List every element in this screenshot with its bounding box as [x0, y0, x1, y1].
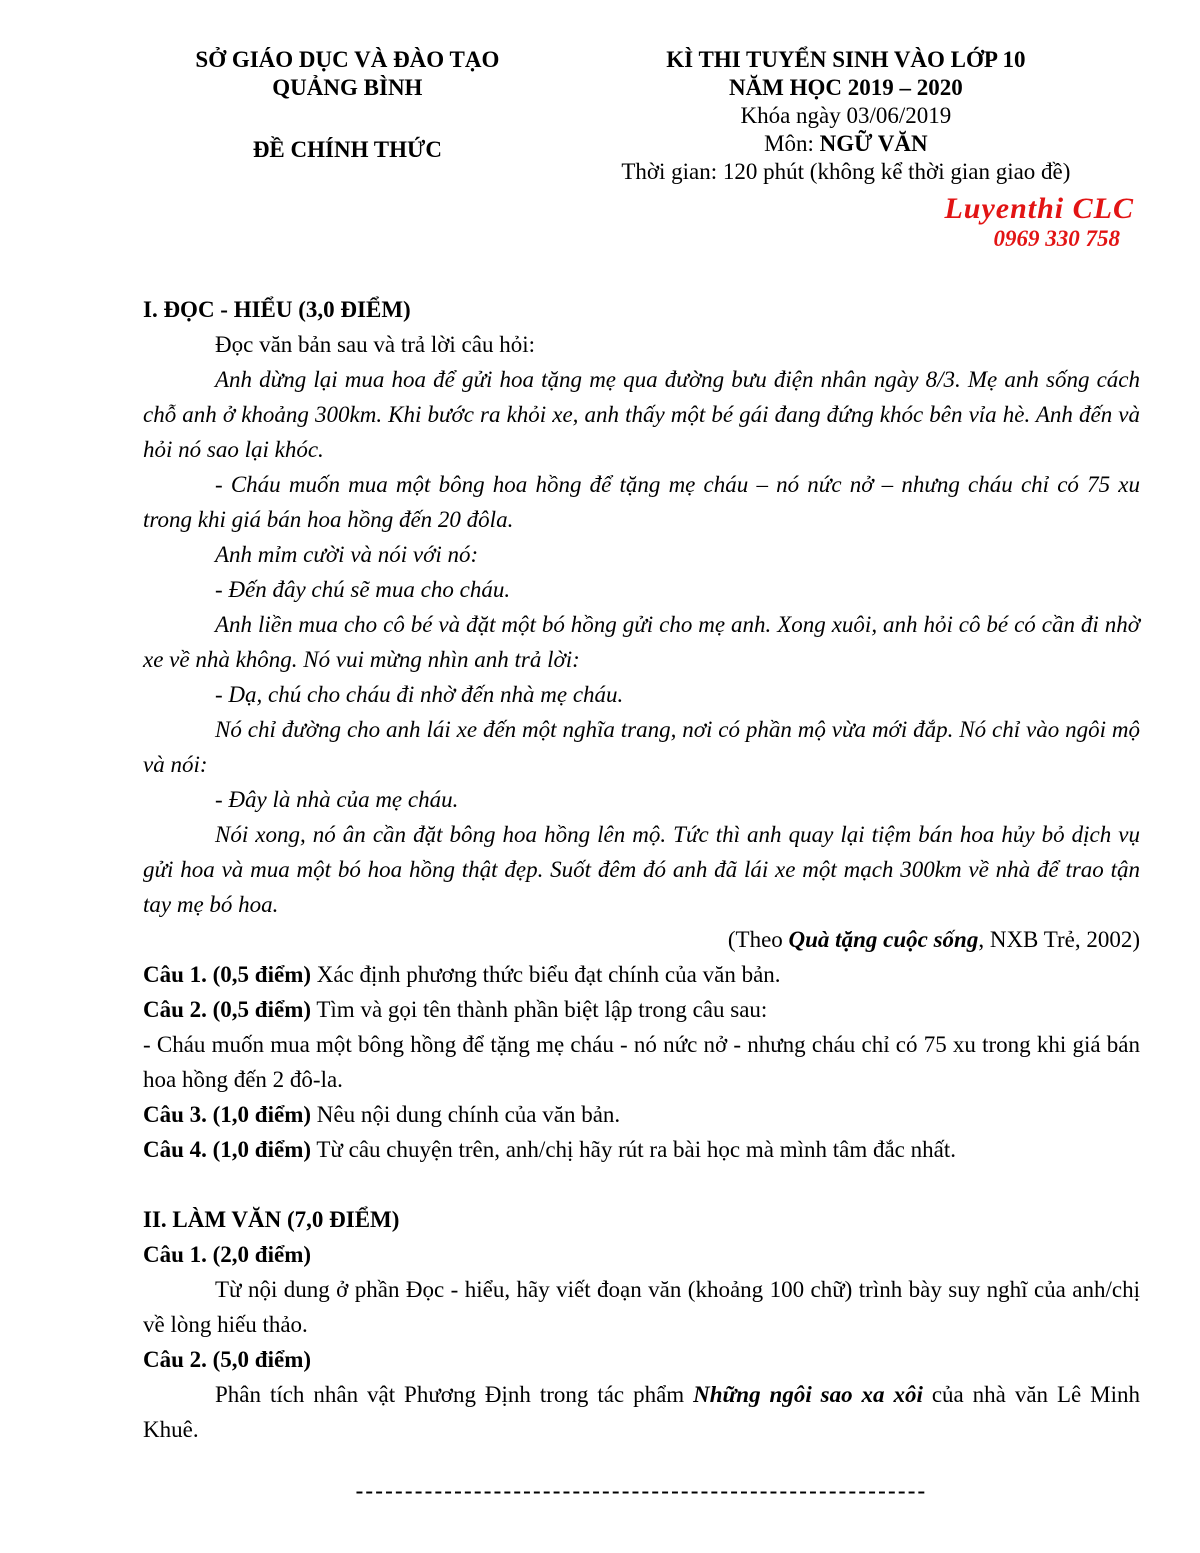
- writing-question-2-work-title: Những ngôi sao xa xôi: [693, 1382, 923, 1407]
- writing-question-2-prefix: Phân tích nhân vật Phương Định trong tác phẩm: [215, 1382, 694, 1407]
- question-3-label: Câu 3. (1,0 điểm): [143, 1102, 312, 1127]
- watermark: [552, 194, 1140, 250]
- question-2: [143, 992, 1140, 1027]
- question-1: [143, 957, 1140, 992]
- question-2-label: Câu 2. (0,5 điểm): [143, 997, 312, 1022]
- exam-body: [143, 292, 1140, 1508]
- writing-question-1-label: Câu 1. (2,0 điểm): [143, 1242, 312, 1267]
- writing-question-2-label: Câu 2. (5,0 điểm): [143, 1347, 312, 1372]
- exam-info-block: [552, 46, 1140, 250]
- question-3: [143, 1097, 1140, 1132]
- document-header: [143, 46, 1140, 250]
- question-2-quote: - Cháu muốn mua một bông hồng để tặng mẹ cháu - nó nức nở - nhưng cháu chỉ có 75 xu trong khi giá bán hoa hồng đến 2 đô-la.: [143, 1032, 1140, 1092]
- section-writing: [143, 1202, 1140, 1447]
- writing-question-1-text: Từ nội dung ở phần Đọc - hiểu, hãy viết đoạn văn (khoảng 100 chữ) trình bày suy nghĩ của anh/chị về lòng hiếu thảo.: [143, 1277, 1140, 1337]
- question-2-text: Tìm và gọi tên thành phần biệt lập trong câu sau:: [311, 997, 768, 1022]
- watermark-brand: Luyenthi CLC: [944, 192, 1134, 225]
- subject-line: [552, 130, 1140, 158]
- writing-question-2-suffix: của nhà văn Lê Minh Khuê.: [143, 1382, 1140, 1442]
- passage-paragraph: Nó chỉ đường cho anh lái xe đến một nghĩa trang, nơi có phần mộ vừa mới đắp. Nó chỉ vào ngôi mộ và nói:: [143, 717, 1140, 777]
- writing-question-2-text: [143, 1377, 1140, 1447]
- subject-name: NGỮ VĂN: [819, 131, 928, 156]
- watermark-phone: 0969 330 758: [993, 226, 1120, 251]
- section-1-heading: I. ĐỌC - HIỂU (3,0 ĐIỂM): [143, 297, 411, 322]
- department-name: SỞ GIÁO DỤC VÀ ĐÀO TẠO: [195, 47, 500, 72]
- passage-paragraph: - Đến đây chú sẽ mua cho cháu.: [215, 577, 511, 602]
- question-4: [143, 1132, 1140, 1167]
- exam-title: KÌ THI TUYỂN SINH VÀO LỚP 10: [666, 47, 1026, 72]
- question-4-text: Từ câu chuyện trên, anh/chị hãy rút ra bài học mà mình tâm đắc nhất.: [311, 1137, 956, 1162]
- source-title: Quà tặng cuộc sống: [788, 927, 979, 952]
- question-1-text: Xác định phương thức biểu đạt chính của văn bản.: [311, 962, 781, 987]
- province-name: QUẢNG BÌNH: [272, 75, 423, 100]
- official-exam-label: ĐỀ CHÍNH THỨC: [252, 137, 442, 162]
- passage-paragraph: - Cháu muốn mua một bông hoa hồng để tặng mẹ cháu – nó nức nở – nhưng cháu chỉ có 75 xu trong khi giá bán hoa hồng đến 20 đôla.: [143, 472, 1140, 532]
- passage-paragraph: - Đây là nhà của mẹ cháu.: [215, 787, 459, 812]
- exam-date: Khóa ngày 03/06/2019: [740, 103, 952, 128]
- issuing-authority-block: [143, 46, 552, 164]
- passage-paragraph: Anh mỉm cười và nói với nó:: [215, 542, 479, 567]
- section-2-heading: II. LÀM VĂN (7,0 ĐIỂM): [143, 1207, 400, 1232]
- passage-paragraph: Nói xong, nó ân cần đặt bông hoa hồng lên mộ. Tức thì anh quay lại tiệm bán hoa hủy bỏ dịch vụ gửi hoa và mua một bó hoa hồng thật đẹp. Suốt đêm đó anh đã lái xe một mạch 300km về nhà để trao tận tay mẹ bó hoa.: [143, 822, 1140, 917]
- passage-paragraph: - Dạ, chú cho cháu đi nhờ đến nhà mẹ cháu.: [215, 682, 624, 707]
- duration-line: Thời gian: 120 phút (không kể thời gian giao đề): [621, 159, 1071, 184]
- section-reading-comprehension: [143, 292, 1140, 1167]
- reading-intro: Đọc văn bản sau và trả lời câu hỏi:: [215, 332, 536, 357]
- subject-prefix: Môn:: [764, 131, 820, 156]
- source-suffix: , NXB Trẻ, 2002): [978, 927, 1140, 952]
- end-of-paper-divider: ----------------------------------------------------------: [355, 1478, 928, 1503]
- question-1-label: Câu 1. (0,5 điểm): [143, 962, 312, 987]
- passage-source: [143, 922, 1140, 957]
- passage-paragraph: Anh dừng lại mua hoa để gửi hoa tặng mẹ qua đường bưu điện nhân ngày 8/3. Mẹ anh sống cách chỗ anh ở khoảng 300km. Khi bước ra khỏi xe, anh thấy một bé gái đang đứng khóc bên vỉa hè. Anh đến và hỏi nó sao lại khóc.: [143, 367, 1140, 462]
- question-4-label: Câu 4. (1,0 điểm): [143, 1137, 312, 1162]
- question-3-text: Nêu nội dung chính của văn bản.: [311, 1102, 621, 1127]
- source-prefix: (Theo: [727, 927, 789, 952]
- school-year: NĂM HỌC 2019 – 2020: [728, 75, 963, 100]
- passage-paragraph: Anh liền mua cho cô bé và đặt một bó hồng gửi cho mẹ anh. Xong xuôi, anh hỏi cô bé có cần đi nhờ xe về nhà không. Nó vui mừng nhìn anh trả lời:: [143, 612, 1140, 672]
